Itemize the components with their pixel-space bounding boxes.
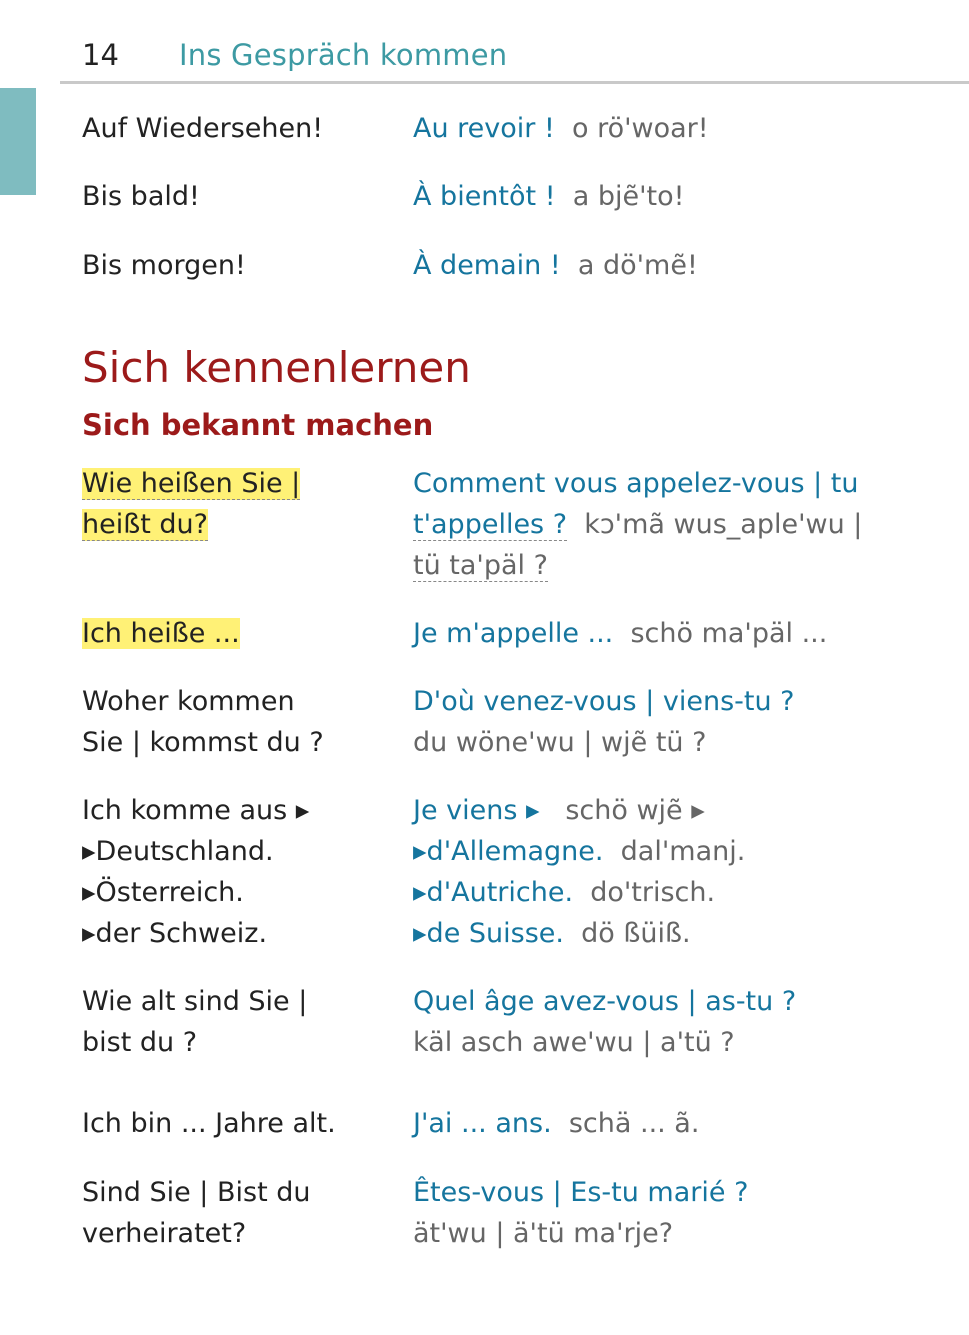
french-text: Quel âge avez-vous | as-tu ? <box>413 986 797 1017</box>
german-line: Woher kommen <box>82 686 295 717</box>
german-line: ▸Österreich. <box>82 877 244 908</box>
french-text: D'où venez-vous | viens-tu ? <box>413 686 795 717</box>
german-phrase <box>82 463 402 545</box>
pronunciation: a bjẽ'to! <box>572 181 685 212</box>
running-head: Ins Gespräch kommen <box>179 38 508 72</box>
french-text: À bientôt ! <box>413 181 556 212</box>
french-text: Je m'appelle ... <box>413 618 614 649</box>
pronunciation: o rö'woar! <box>571 113 709 144</box>
french-phrase <box>413 245 953 286</box>
pronunciation: schö wjẽ ▸ <box>565 795 705 826</box>
german-line: verheiratet? <box>82 1218 247 1249</box>
pronunciation: dal'manj. <box>620 836 746 867</box>
german-phrase <box>82 790 402 954</box>
french-text: À demain ! <box>413 250 561 281</box>
german-phrase: Ich bin ... Jahre alt. <box>82 1108 336 1139</box>
german-phrase <box>82 1172 402 1254</box>
french-text: J'ai ... ans. <box>413 1108 552 1139</box>
french-text: Au revoir ! <box>413 113 555 144</box>
pronunciation: schö ma'päl ... <box>630 618 828 649</box>
german-phrase: Bis morgen! <box>82 250 246 281</box>
german-phrase: Bis bald! <box>82 181 200 212</box>
pronunciation: käl asch awe'wu | a'tü ? <box>413 1027 735 1058</box>
french-phrase <box>413 790 953 954</box>
french-phrase <box>413 613 953 654</box>
german-line: heißt du? <box>82 509 208 540</box>
page-header <box>82 32 969 82</box>
german-line: Ich heiße ... <box>82 618 240 649</box>
german-line: Ich komme aus ▸ <box>82 795 310 826</box>
german-line: Wie heißen Sie | <box>82 468 301 499</box>
pronunciation: schä ... ã. <box>568 1108 700 1139</box>
german-line: ▸der Schweiz. <box>82 918 268 949</box>
french-phrase <box>413 681 953 763</box>
chapter-tab <box>0 88 36 195</box>
german-phrase <box>82 681 402 763</box>
german-line: ▸Deutschland. <box>82 836 274 867</box>
pronunciation: do'trisch. <box>590 877 716 908</box>
german-phrase <box>82 613 402 654</box>
french-text: t'appelles ? <box>413 509 568 540</box>
french-text: ▸de Suisse. <box>413 918 564 949</box>
french-text: Comment vous appelez-vous | tu <box>413 468 859 499</box>
french-phrase <box>413 1172 953 1254</box>
section-subtitle: Sich bekannt machen <box>82 408 434 442</box>
french-phrase <box>413 981 953 1063</box>
french-phrase <box>413 108 953 149</box>
german-line: Sind Sie | Bist du <box>82 1177 311 1208</box>
french-text: ▸d'Allemagne. <box>413 836 604 867</box>
header-rule <box>60 81 969 84</box>
pronunciation: tü ta'päl ? <box>413 550 548 581</box>
french-phrase <box>413 176 953 217</box>
page-number: 14 <box>82 38 119 72</box>
german-line: Wie alt sind Sie | <box>82 986 308 1017</box>
section-title: Sich kennenlernen <box>82 343 471 392</box>
french-text: ▸d'Autriche. <box>413 877 574 908</box>
german-phrase <box>82 981 402 1063</box>
french-phrase <box>413 1103 953 1144</box>
french-text: Je viens ▸ <box>413 795 540 826</box>
french-text: Êtes-vous | Es-tu marié ? <box>413 1177 749 1208</box>
german-line: bist du ? <box>82 1027 198 1058</box>
pronunciation: kɔ'mã wus_aple'wu | <box>584 509 863 540</box>
pronunciation: a dö'mẽ! <box>577 250 698 281</box>
pronunciation: ät'wu | ä'tü ma'rje? <box>413 1218 674 1249</box>
pronunciation: dö ßüiß. <box>581 918 691 949</box>
german-phrase: Auf Wiedersehen! <box>82 113 324 144</box>
pronunciation: du wöne'wu | wjẽ tü ? <box>413 727 707 758</box>
french-phrase <box>413 463 953 586</box>
german-line: Sie | kommst du ? <box>82 727 324 758</box>
